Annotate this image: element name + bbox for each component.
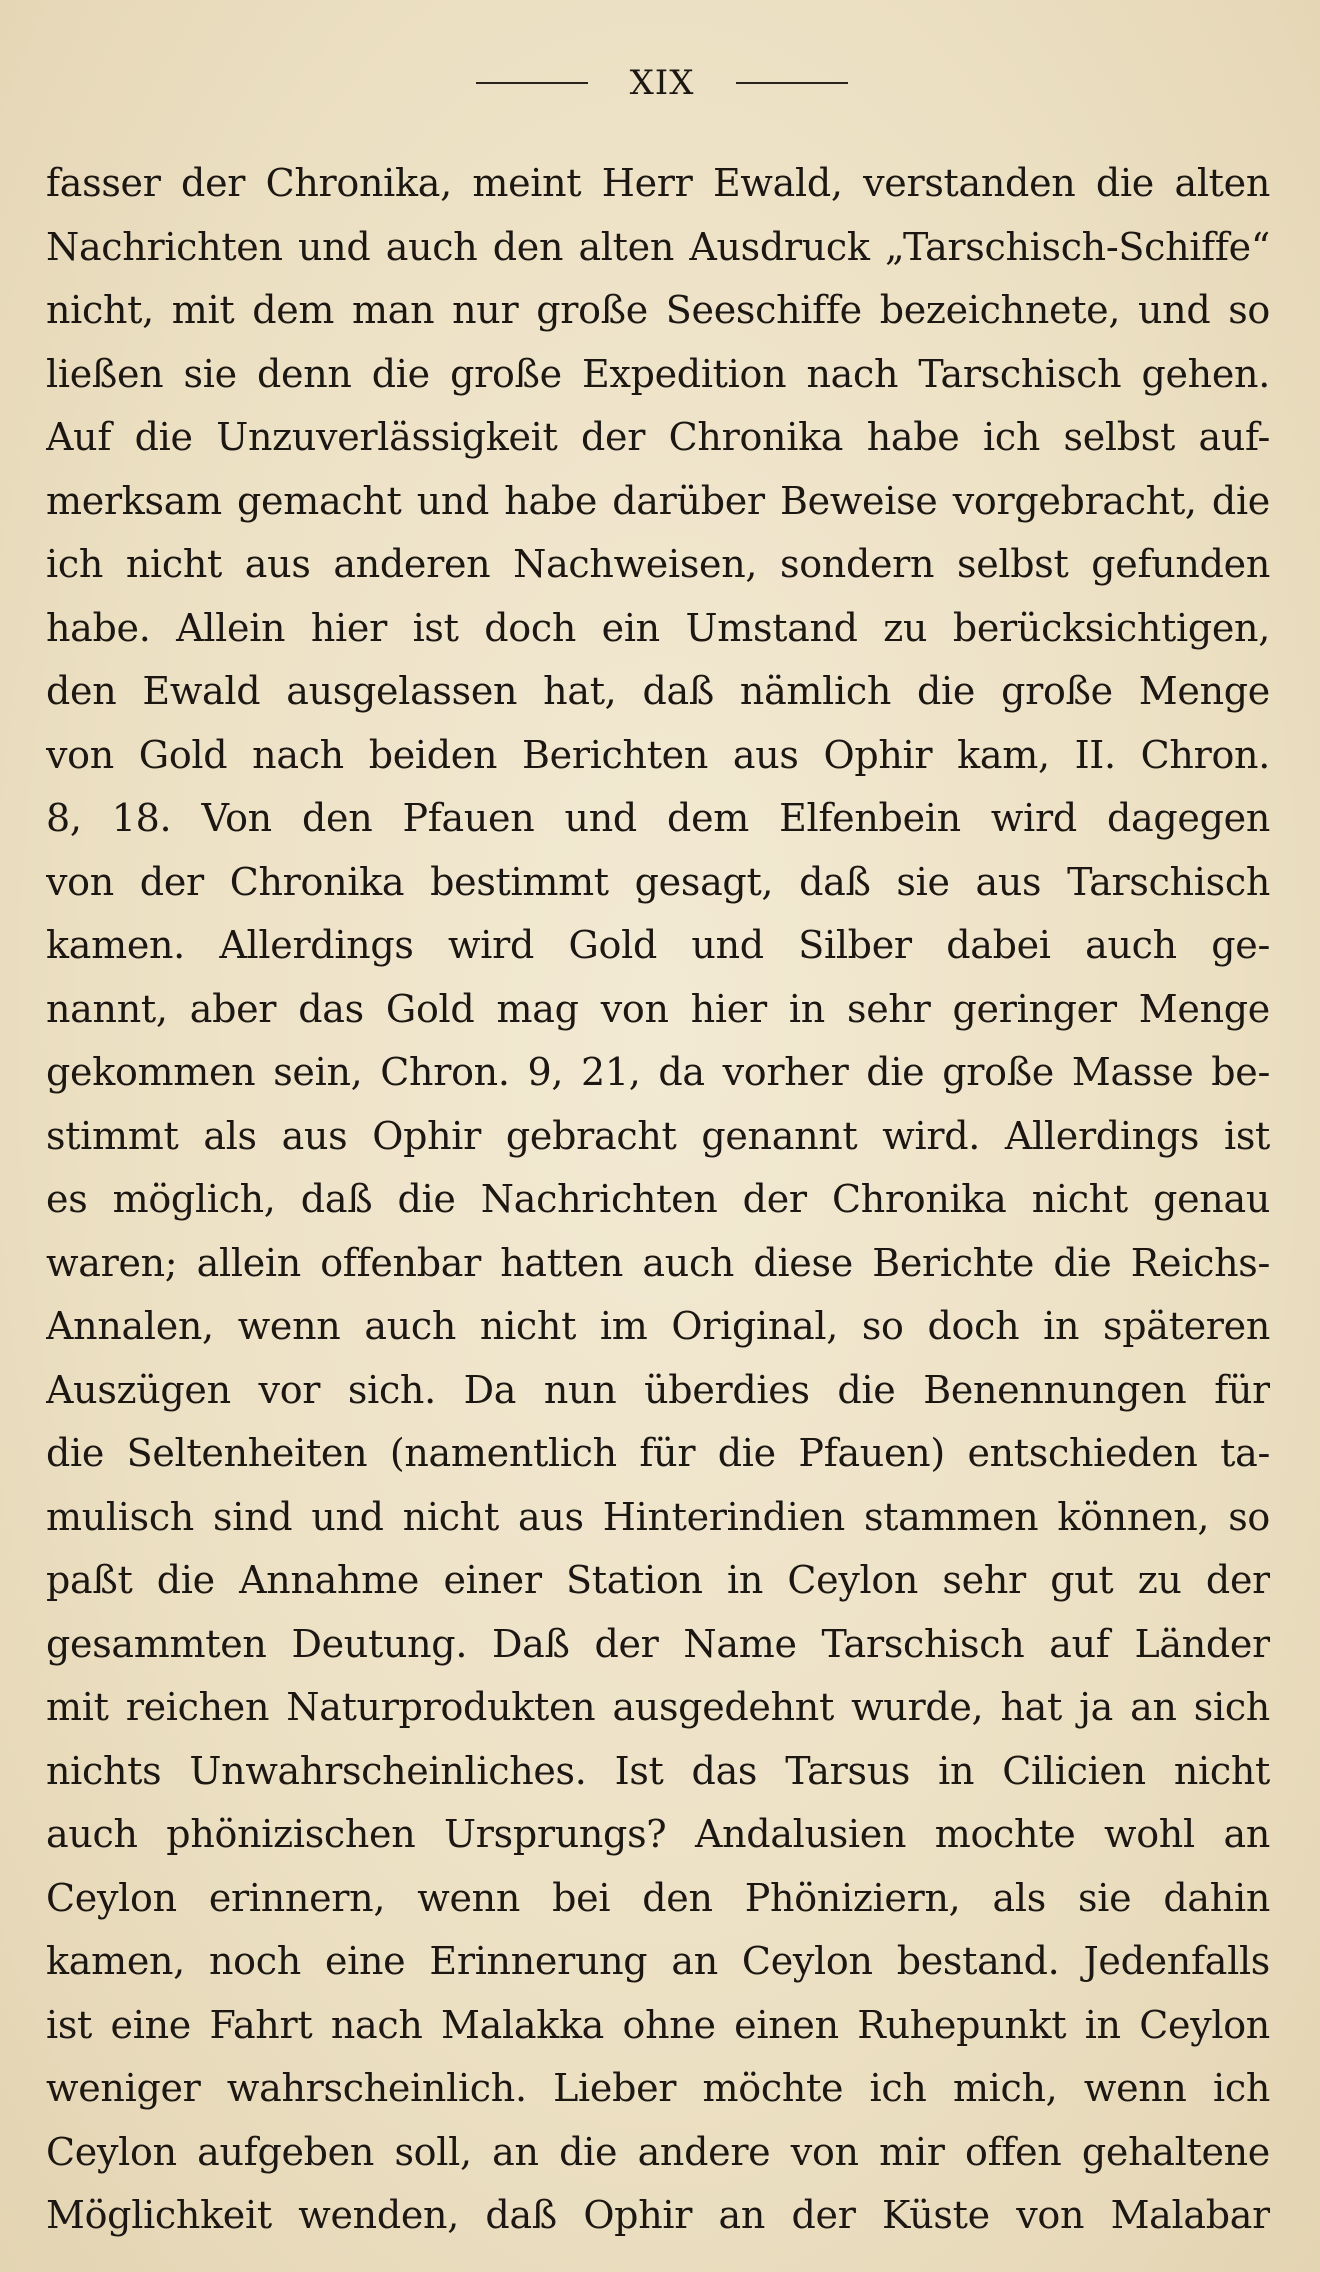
text-line: 8, 18. Von den Pfauen und dem Elfenbein wird dagegen	[46, 796, 1270, 840]
text-line: weniger wahrscheinlich. Lieber möchte ich mich, wenn ich	[46, 2066, 1270, 2110]
text-line: merksam gemacht und habe darüber Beweise vorgebracht, die	[46, 478, 1270, 523]
text-line: gekommen sein, Chron. 9, 21, da vorher die große Masse be-	[46, 1050, 1270, 1094]
header-rule-right	[736, 82, 848, 84]
body-text	[46, 152, 1270, 2248]
text-line: kamen. Allerdings wird Gold und Silber dabei auch ge-	[46, 923, 1270, 967]
text-line: Annalen, wenn auch nicht im Original, so doch in späteren	[46, 1304, 1270, 1348]
text-line: mulisch sind und nicht aus Hinterindien stammen können, so	[46, 1494, 1270, 1539]
page-header	[0, 58, 1320, 108]
text-line: ich nicht aus anderen Nachweisen, sondern selbst gefunden	[46, 542, 1270, 586]
text-line: es möglich, daß die Nachrichten der Chronika nicht genau	[46, 1177, 1270, 1221]
text-line: paßt die Annahme einer Station in Ceylon sehr gut zu der	[46, 1558, 1270, 1602]
text-line: den Ewald ausgelassen hat, daß nämlich die große Menge	[46, 669, 1270, 713]
text-line: ließen sie denn die große Expedition nach Tarschisch gehen.	[46, 351, 1270, 396]
text-line: ist eine Fahrt nach Malakka ohne einen Ruhepunkt in Ceylon	[46, 2002, 1270, 2047]
text-line: von der Chronika bestimmt gesagt, daß sie aus Tarschisch	[46, 859, 1270, 904]
text-line: Nachrichten und auch den alten Ausdruck „Tarschisch-Schiffe“	[46, 224, 1270, 269]
text-line: gesammten Deutung. Daß der Name Tarschisch auf Länder	[46, 1621, 1270, 1666]
text-line: Ceylon aufgeben soll, an die andere von mir offen gehaltene	[46, 2129, 1270, 2174]
text-line: Auszügen vor sich. Da nun überdies die Benennungen für	[46, 1367, 1270, 1412]
text-line: nichts Unwahrscheinliches. Ist das Tarsus in Cilicien nicht	[46, 1748, 1270, 1793]
text-line: Möglichkeit wenden, daß Ophir an der Küste von Malabar	[46, 2193, 1270, 2237]
page-number: XIX	[629, 63, 695, 103]
header-rule-left	[476, 82, 588, 84]
text-line: kamen, noch eine Erinnerung an Ceylon bestand. Jedenfalls	[46, 1939, 1270, 1983]
text-line: Ceylon erinnern, wenn bei den Phöniziern, als sie dahin	[46, 1875, 1270, 1920]
text-line: mit reichen Naturprodukten ausgedehnt wurde, hat ja an sich	[46, 1685, 1270, 1729]
text-line: nannt, aber das Gold mag von hier in sehr geringer Menge	[46, 986, 1270, 1031]
text-line: stimmt als aus Ophir gebracht genannt wird. Allerdings ist	[46, 1113, 1270, 1158]
text-line: waren; allein offenbar hatten auch diese Berichte die Reichs-	[46, 1240, 1270, 1285]
text-line: auch phönizischen Ursprungs? Andalusien mochte wohl an	[46, 1812, 1270, 1856]
text-line: fasser der Chronika, meint Herr Ewald, verstanden die alten	[46, 161, 1270, 205]
text-line: die Seltenheiten (namentlich für die Pfauen) entschieden ta-	[46, 1431, 1270, 1475]
text-line: Auf die Unzuverlässigkeit der Chronika habe ich selbst auf-	[46, 415, 1270, 459]
text-line: von Gold nach beiden Berichten aus Ophir kam, II. Chron.	[46, 732, 1270, 777]
text-line: habe. Allein hier ist doch ein Umstand zu berücksichtigen,	[46, 605, 1270, 650]
text-line: nicht, mit dem man nur große Seeschiffe bezeichnete, und so	[46, 288, 1270, 332]
